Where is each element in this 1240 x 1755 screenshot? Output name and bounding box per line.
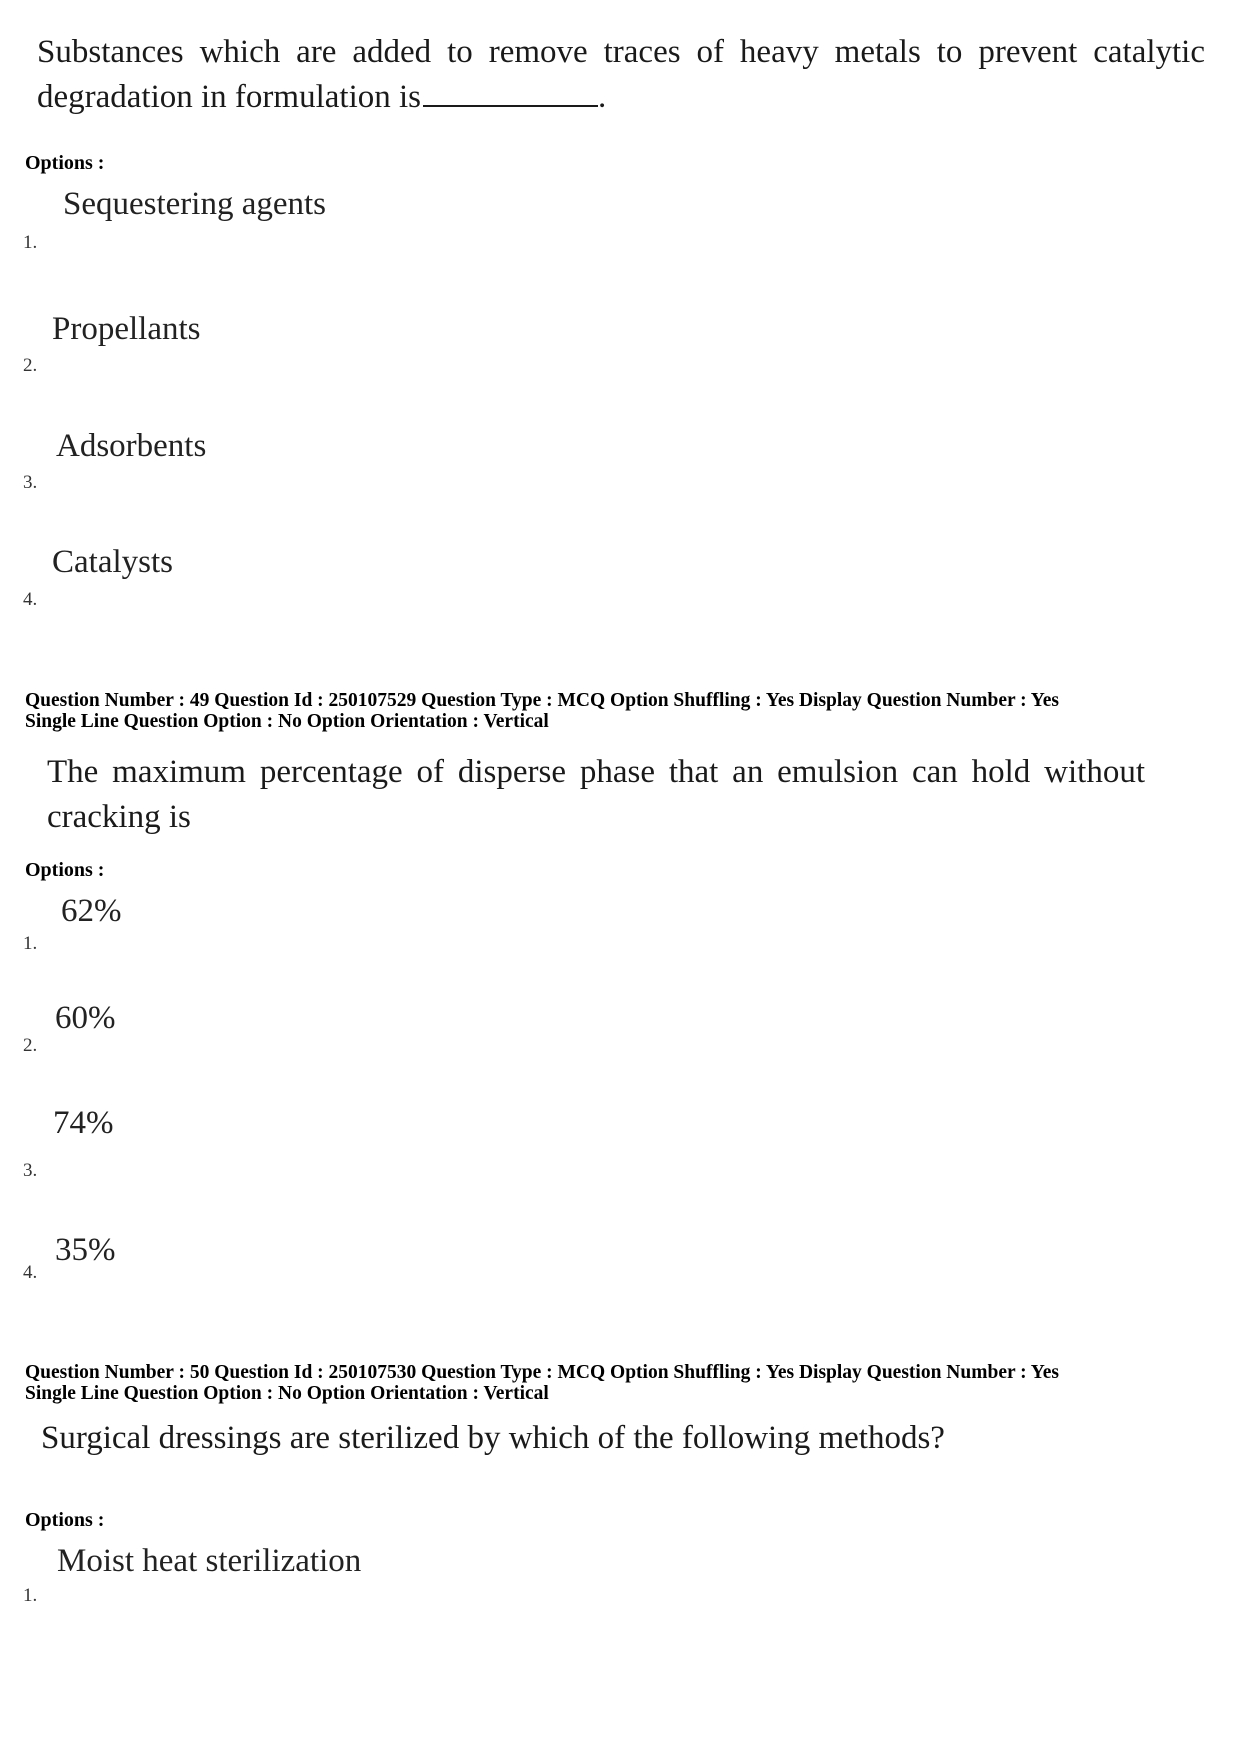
options-label: Options : <box>25 1509 105 1531</box>
q48-option-3-text: Adsorbents <box>56 428 207 464</box>
question-50-text: Surgical dressings are sterilized by which of the following methods? <box>41 1420 945 1456</box>
q49-meta-line-1: Question Number : 49 Question Id : 250107529 Question Type : MCQ Option Shuffling : Yes Display Question Number : Yes <box>25 690 1059 711</box>
question-48-text <box>37 30 1205 120</box>
q49-option-1-text: 62% <box>61 893 122 929</box>
question-48-stem-end: . <box>598 79 607 115</box>
answer-blank <box>423 79 598 107</box>
q49-meta-line-2: Single Line Question Option : No Option Orientation : Vertical <box>25 711 549 732</box>
q48-option-2-number: 2. <box>23 355 38 376</box>
options-label: Options : <box>25 152 105 174</box>
q48-option-2-text: Propellants <box>52 311 201 347</box>
question-48-stem: Substances which are added to remove traces of heavy metals to prevent catalytic degradation in formulation is <box>37 34 1205 115</box>
q49-option-1-number: 1. <box>23 933 38 954</box>
options-label: Options : <box>25 859 105 881</box>
q50-meta-line-1: Question Number : 50 Question Id : 250107530 Question Type : MCQ Option Shuffling : Yes Display Question Number : Yes <box>25 1362 1059 1383</box>
q50-option-1-number: 1. <box>23 1585 38 1606</box>
q48-option-3-number: 3. <box>23 472 38 493</box>
q48-option-4-text: Catalysts <box>52 544 173 580</box>
q49-option-2-number: 2. <box>23 1035 38 1056</box>
q48-option-1-number: 1. <box>23 232 38 253</box>
q50-meta-line-2: Single Line Question Option : No Option Orientation : Vertical <box>25 1383 549 1404</box>
q49-option-3-text: 74% <box>53 1105 114 1141</box>
q49-option-4-text: 35% <box>55 1232 116 1268</box>
question-49-text: The maximum percentage of disperse phase that an emulsion can hold without cracking is <box>47 754 1145 835</box>
q48-option-4-number: 4. <box>23 589 38 610</box>
q49-option-4-number: 4. <box>23 1262 38 1283</box>
q49-option-2-text: 60% <box>55 1000 116 1036</box>
q49-option-3-number: 3. <box>23 1160 38 1181</box>
q50-option-1-text: Moist heat sterilization <box>57 1543 362 1579</box>
q48-option-1-text: Sequestering agents <box>63 186 327 222</box>
